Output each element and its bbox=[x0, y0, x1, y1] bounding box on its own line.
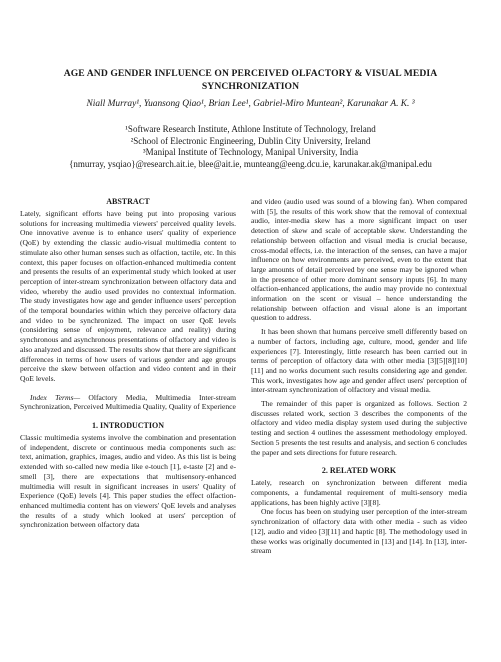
author-emails: {nmurray, ysqiao}@research.ait.ie, blee@ait.ie, munteang@eeng.dcu.ie, karunakar.ak@manipal.edu bbox=[69, 158, 432, 169]
introduction-heading: 1. INTRODUCTION bbox=[91, 421, 164, 431]
introduction-continued: and video (audio used was sound of a blowing fan). When compared with [5], the results of this work show that the removal of contextual audio, inter-media skew has a more significant impact on user detection of skew and scale of acceptable skew. Understanding the relationship between olfaction and visual media is crucial because, cross-modal effects, i.e. the interaction of the senses, can have a major influence on how environments are perceived, even to the extent that large amounts of detail perceived by one sense may be ignored when in the presence of other more dominant sensory inputs [6]. In many olfaction-enhanced applications, the audio may provide no contextual information on the scent or visual – hence understanding the relationship between olfaction and visual alone is an important question to address. bbox=[251, 197, 467, 323]
affiliation-2: ²School of Electronic Engineering, Dublin City University, Ireland bbox=[130, 135, 371, 146]
paper-title bbox=[30, 67, 471, 93]
left-column bbox=[20, 197, 236, 530]
right-column bbox=[251, 197, 467, 556]
author-list: Niall Murray¹, Yuansong Qiao¹, Brian Lee¹, Gabriel-Miro Muntean², Karunakar A. K. ³ bbox=[86, 99, 415, 109]
abstract-heading: ABSTRACT bbox=[106, 197, 150, 206]
index-terms-text: Olfactory Media, Multimedia Inter-stream Synchronization, Perceived Multimedia Quality, Quality of Experience bbox=[20, 392, 236, 412]
introduction-text: Classic multimedia systems involve the combination and presentation of independent, discrete or continuous media components such as: text, animation, graphics, images, audio and video. As this list is being extended with so-called new media like e-touch [1], e-taste [2] and e-smell [3], there are expectations that multisensory-enhanced multimedia will result in significant increases in users' Quality of Experience (QoE) levels [4]. This paper studies the effect olfaction-enhanced multimedia content has on viewers' QoE levels and analyses the results of a study which looked at users' perception of synchronization between olfactory data bbox=[20, 433, 236, 530]
related-work-paragraph-1: Lately, research on synchronization between different media components, a fundamental requirement of multi-sensory media applications, has been highly active [3][8]. bbox=[251, 478, 467, 507]
introduction-paragraph-2: It has been shown that humans perceive smell differently based on a number of factors, including age, culture, mood, gender and life experiences [7]. Interestingly, little research has been carried out in terms of perception of olfactory data with other media [3][5][8][10][11] and no works document such results considering age and gender. This work, investigates how age and gender affect users' perception of inter-stream synchronization of olfactory and visual media. bbox=[251, 327, 467, 395]
title-line-1: AGE AND GENDER INFLUENCE ON PERCEIVED OLFACTORY & VISUAL MEDIA bbox=[63, 68, 438, 79]
index-terms bbox=[20, 393, 236, 412]
title-line-2: SYNCHRONIZATION bbox=[201, 81, 300, 92]
introduction-paragraph-3: The remainder of this paper is organized as follows. Section 2 discusses related work, section 3 describes the components of the olfactory and video media display system used during the subjective testing and section 4 outlines the assessment methodology employed. Section 5 presents the test results and analysis, and section 6 concludes the paper and sets directions for future research. bbox=[251, 399, 467, 457]
related-work-paragraph-2: One focus has been on studying user perception of the inter-stream synchronization of olfactory data with other media - such as video [12], audio and video [3][11] and haptic [8]. The methodology used in these works was originally documented in [13] and [14]. In [13], inter-stream bbox=[251, 507, 467, 556]
index-terms-label: Index Terms— bbox=[30, 392, 81, 402]
abstract-text: Lately, significant efforts have being put into proposing various solutions for increasing multimedia viewers' perceived quality levels. One innovative avenue is to enhance users' quality of experience (QoE) by extending the classic audio-visual multimedia content to stimulate also other human senses such as olfaction, tactile, etc. In this context, this paper focuses on olfaction-enhanced multimedia content and presents the results of an experimental study which looked at user perception of inter-stream synchronization between olfactory data and video, whereby the audio used provides no contextual information. The study investigates how age and gender influence users' perception of the temporal boundaries within which they perceive olfactory data and video to be synchronized. The impact on user QoE levels (considering sense of enjoyment, relevance and reality) during synchronous and asynchronous presentations of olfactory and video is also analyzed and discussed. The results show that there are significant differences in terms of how users of various gender and age groups perceive the skew between olfaction and video content and in their QoE levels. bbox=[20, 209, 236, 383]
related-work-heading: 2. RELATED WORK bbox=[321, 466, 397, 476]
affiliations bbox=[20, 124, 481, 170]
affiliation-3: ³Manipal Institute of Technology, Manipal University, India bbox=[142, 147, 359, 158]
affiliation-1: ¹Software Research Institute, Athlone Institute of Technology, Ireland bbox=[125, 124, 376, 134]
